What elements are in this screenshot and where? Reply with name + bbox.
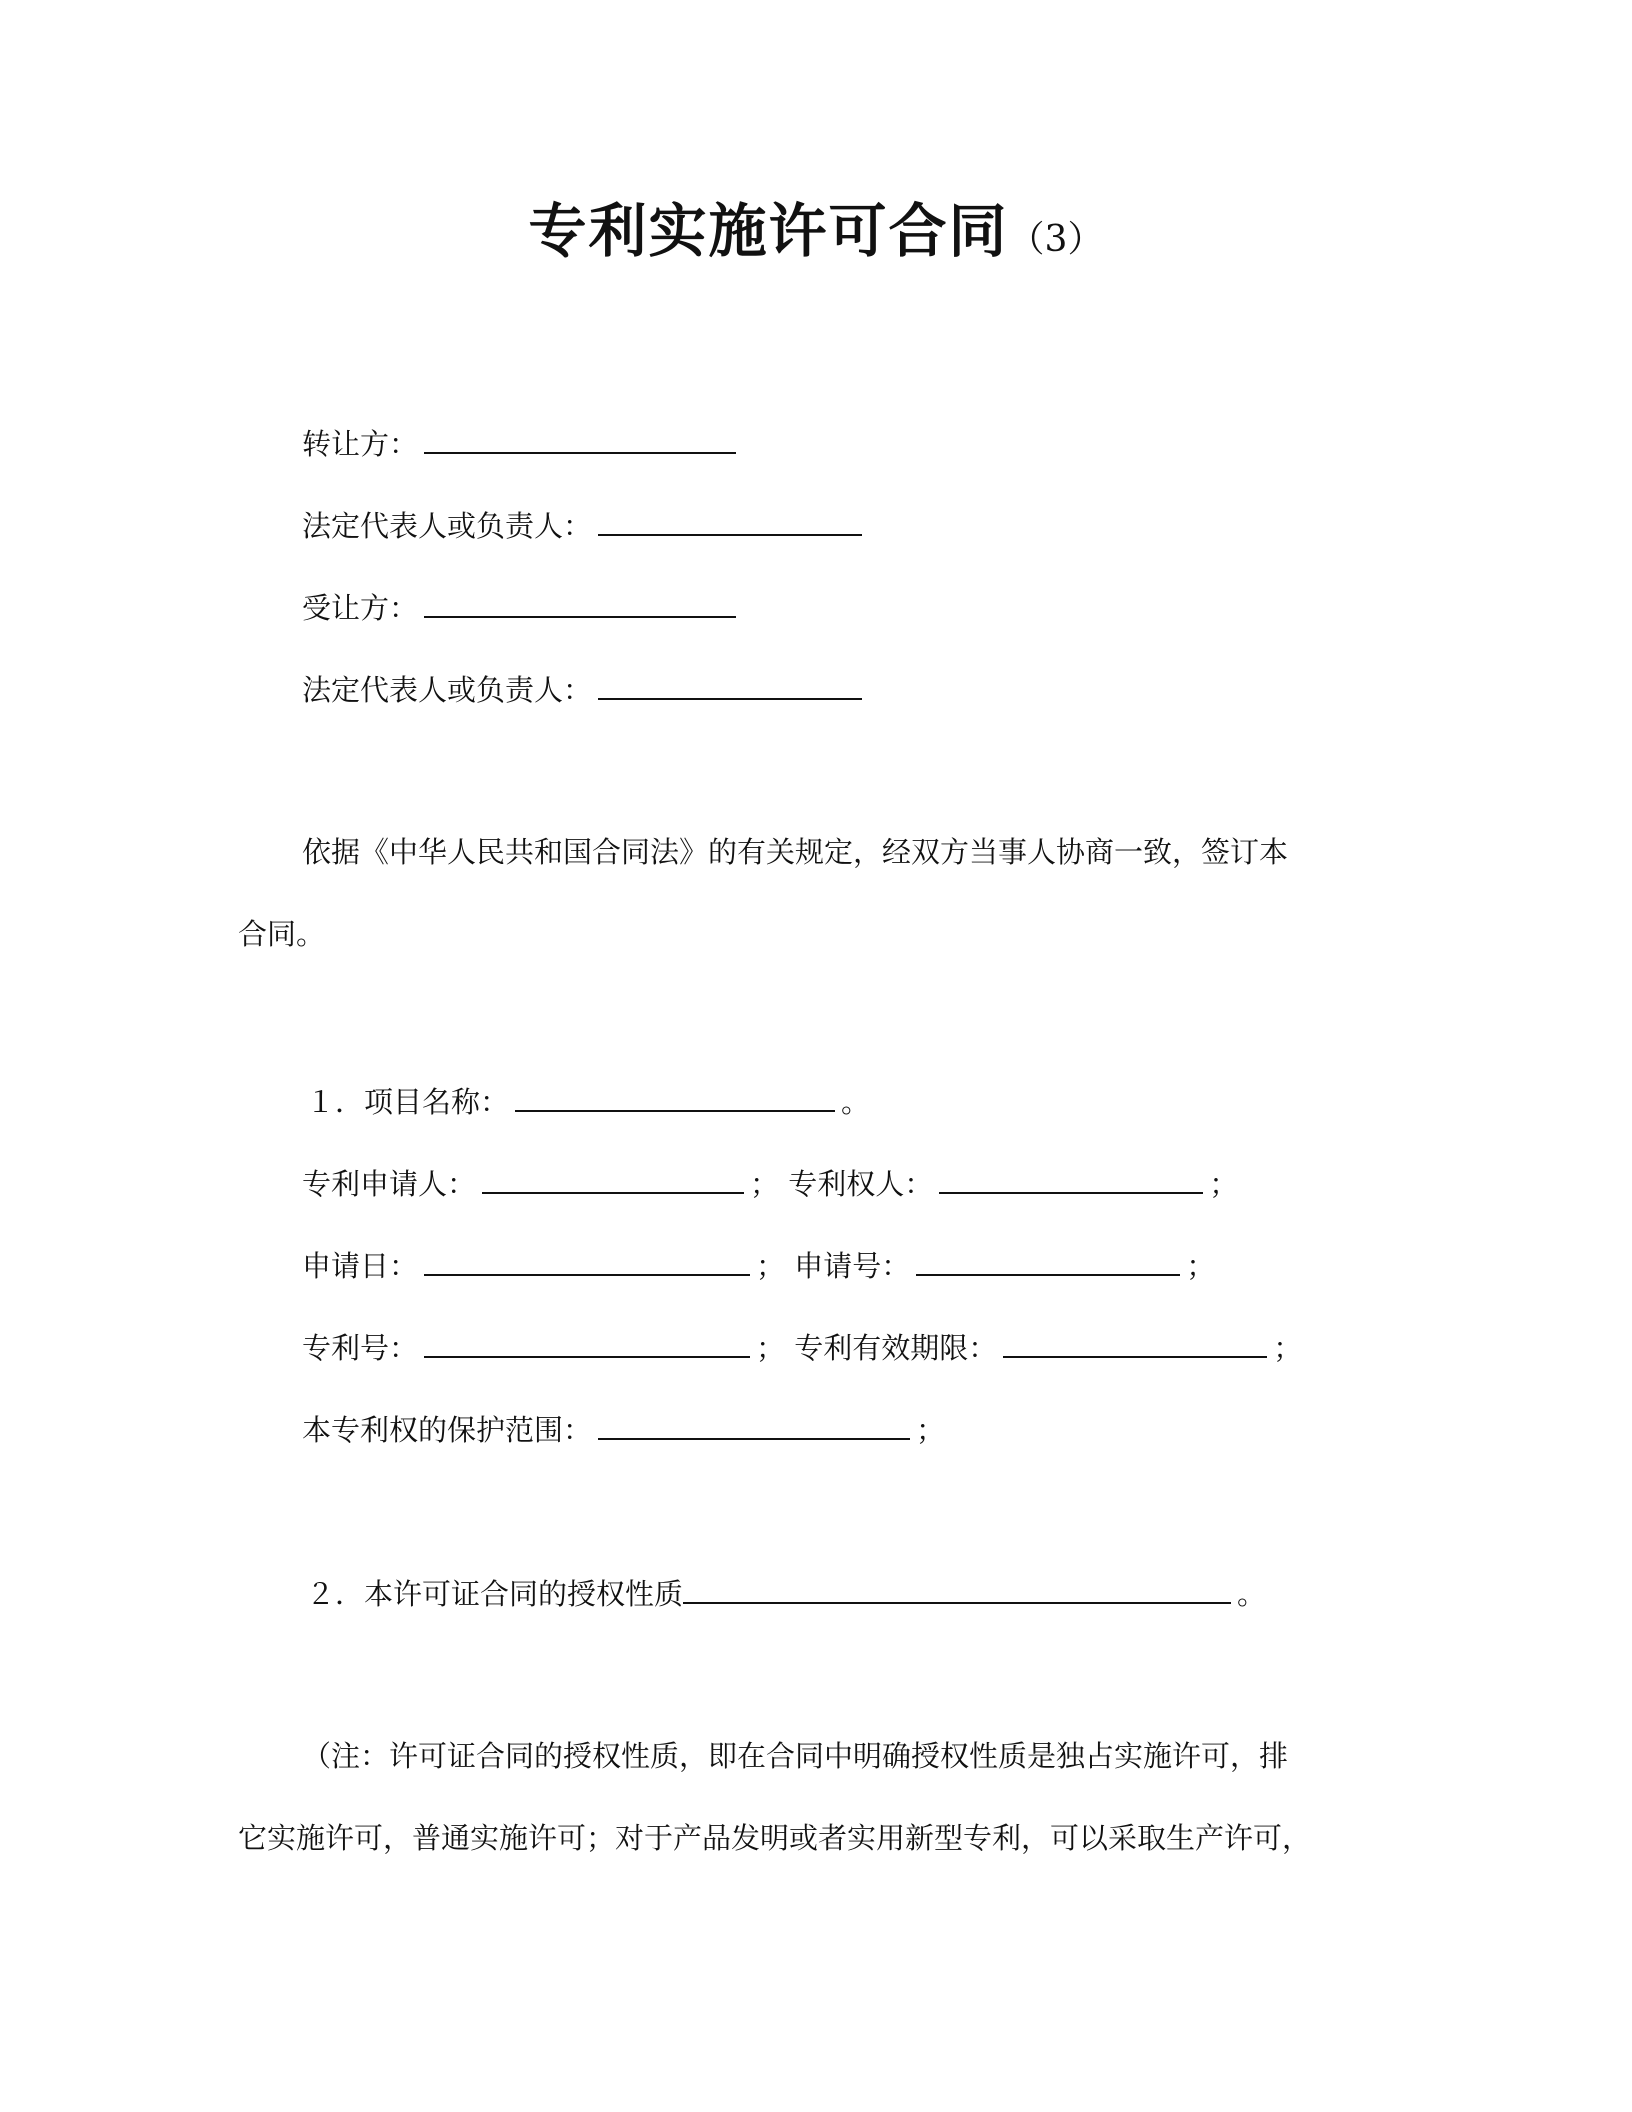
separator: ； [756, 1249, 786, 1283]
holder-field[interactable] [939, 1162, 1203, 1194]
note-line-1: （注：许可证合同的授权性质，即在合同中明确授权性质是独占实施许可，排 [302, 1739, 1289, 1773]
separator: ； [1209, 1167, 1239, 1201]
note-line-2: 它实施许可，普通实施许可；对于产品发明或者实用新型专利，可以采取生产许可， [238, 1821, 1312, 1855]
patent-no-label: 专利号： [302, 1331, 419, 1365]
section-1-heading-line [306, 1080, 870, 1122]
license-nature-field[interactable] [683, 1572, 1231, 1604]
period: 。 [1237, 1577, 1267, 1611]
transferor-rep-line [302, 504, 868, 546]
separator: ； [916, 1413, 946, 1447]
separator: ； [1273, 1331, 1303, 1365]
section-2-line [306, 1572, 1266, 1614]
validity-label: 专利有效期限： [794, 1331, 998, 1365]
transferee-label: 受让方： [302, 591, 419, 625]
patent-no-line [302, 1326, 1302, 1368]
transferee-rep-label: 法定代表人或负责人： [302, 673, 593, 707]
transferor-rep-field[interactable] [598, 504, 862, 536]
transferee-rep-field[interactable] [598, 668, 862, 700]
applicant-field[interactable] [482, 1162, 744, 1194]
holder-label: 专利权人： [788, 1167, 934, 1201]
transferee-rep-line [302, 668, 868, 710]
apply-no-label: 申请号： [794, 1249, 911, 1283]
project-name-label: １．项目名称： [306, 1085, 510, 1119]
intro-paragraph-line-1: 依据《中华人民共和国合同法》的有关规定，经双方当事人协商一致，签订本 [302, 835, 1289, 869]
scope-label: 本专利权的保护范围： [302, 1413, 593, 1447]
apply-date-line [302, 1244, 1215, 1286]
intro-paragraph-line-2: 合同。 [238, 917, 326, 951]
patent-no-field[interactable] [424, 1326, 750, 1358]
validity-field[interactable] [1003, 1326, 1267, 1358]
applicant-line [302, 1162, 1238, 1204]
title-text: 专利实施许可合同 [528, 197, 1009, 265]
apply-no-field[interactable] [916, 1244, 1180, 1276]
period: 。 [841, 1085, 871, 1119]
transferor-field[interactable] [424, 422, 736, 454]
transferor-rep-label: 法定代表人或负责人： [302, 509, 593, 543]
project-name-field[interactable] [515, 1080, 835, 1112]
applicant-label: 专利申请人： [302, 1167, 477, 1201]
scope-line [302, 1408, 945, 1450]
transferor-label: 转让方： [302, 427, 419, 461]
separator: ； [750, 1167, 780, 1201]
apply-date-label: 申请日： [302, 1249, 419, 1283]
separator: ； [756, 1331, 786, 1365]
scope-field[interactable] [598, 1408, 910, 1440]
transferee-line [302, 586, 742, 628]
title-number: （3） [1008, 219, 1104, 260]
page-title [0, 196, 1632, 275]
license-nature-label: ２．本许可证合同的授权性质 [306, 1577, 684, 1611]
transferor-line [302, 422, 742, 464]
apply-date-field[interactable] [424, 1244, 750, 1276]
separator: ； [1186, 1249, 1216, 1283]
transferee-field[interactable] [424, 586, 736, 618]
